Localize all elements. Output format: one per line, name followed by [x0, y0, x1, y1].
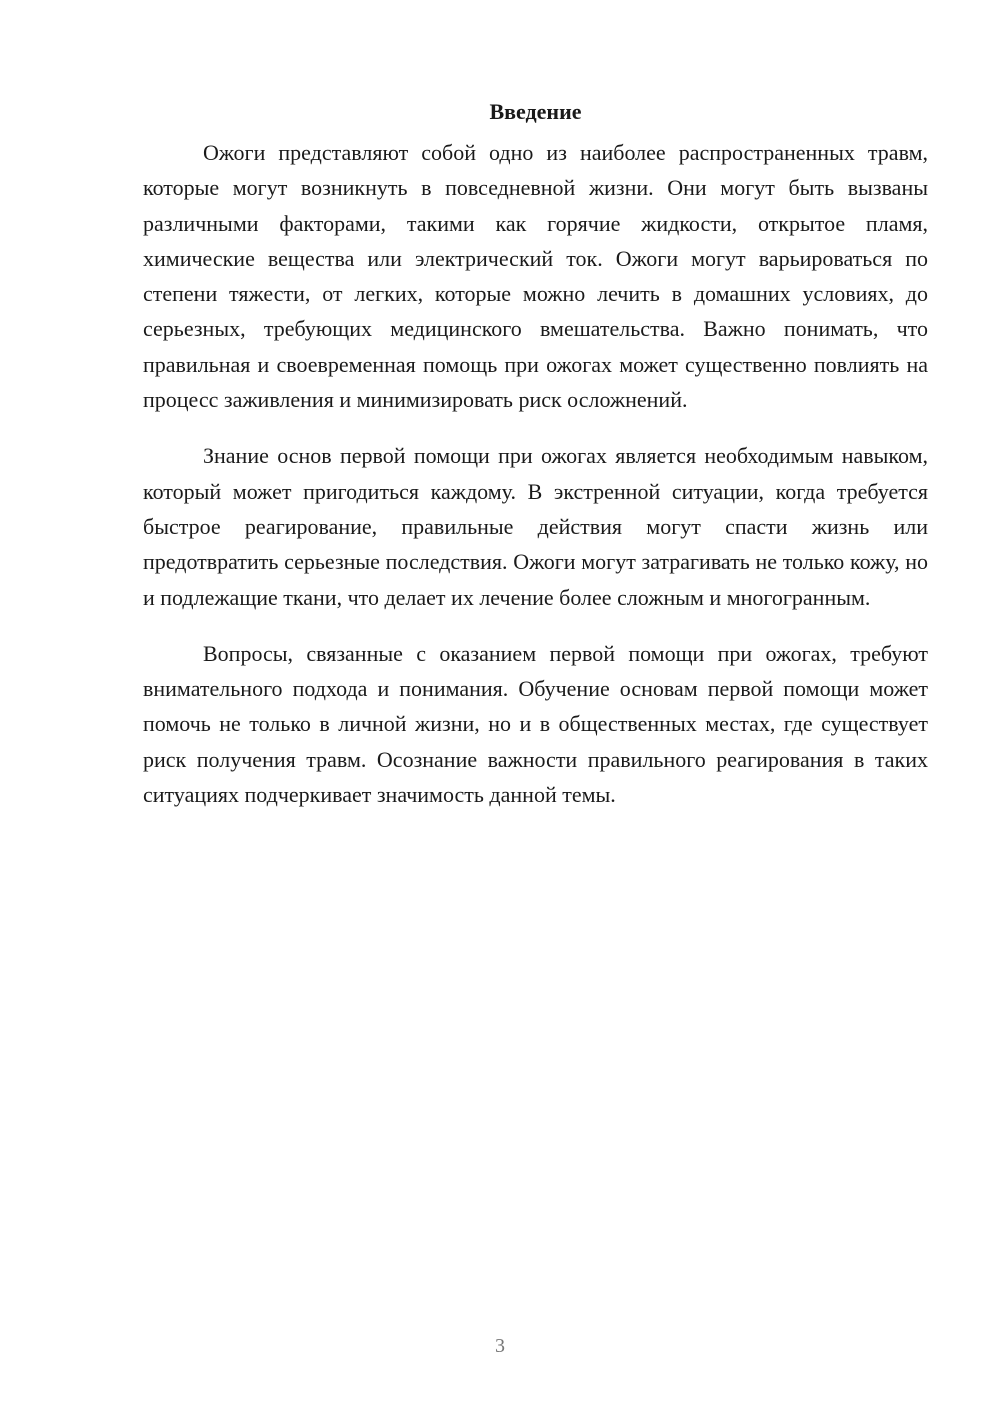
paragraph-3: Вопросы, связанные с оказанием первой помощи при ожогах, требуют внимательного подхода и понимания. Обучение основам первой помощи может помочь не только в личной жизни, но и в общественных местах, где существует риск получения травм. Осознание важности правильного реагирования в таких ситуациях подчеркивает значимость данной темы.	[143, 640, 928, 808]
section-heading: Введение	[489, 99, 582, 124]
paragraph-1: Ожоги представляют собой одно из наиболее распространенных травм, которые могут возникнуть в повседневной жизни. Они могут быть вызваны различными факторами, такими как горячие жидкости, открытое пламя, химические вещества или электрический ток. Ожоги могут варьироваться по степени тяжести, от легких, которые можно лечить в домашних условиях, до серьезных, требующих медицинского вмешательства. Важно понимать, что правильная и своевременная помощь при ожогах может существенно повлиять на процесс заживления и минимизировать риск осложнений.	[143, 140, 928, 413]
paragraph-2: Знание основ первой помощи при ожогах является необходимым навыком, который может пригодиться каждому. В экстренной ситуации, когда требуется быстрое реагирование, правильные действия могут спасти жизнь или предотвратить серьезные последствия. Ожоги могут затрагивать не только кожу, но и подлежащие ткани, что делает их лечение более сложным и многогранным.	[143, 443, 928, 610]
page-number: 3	[495, 1335, 505, 1357]
page-content	[143, 94, 928, 833]
